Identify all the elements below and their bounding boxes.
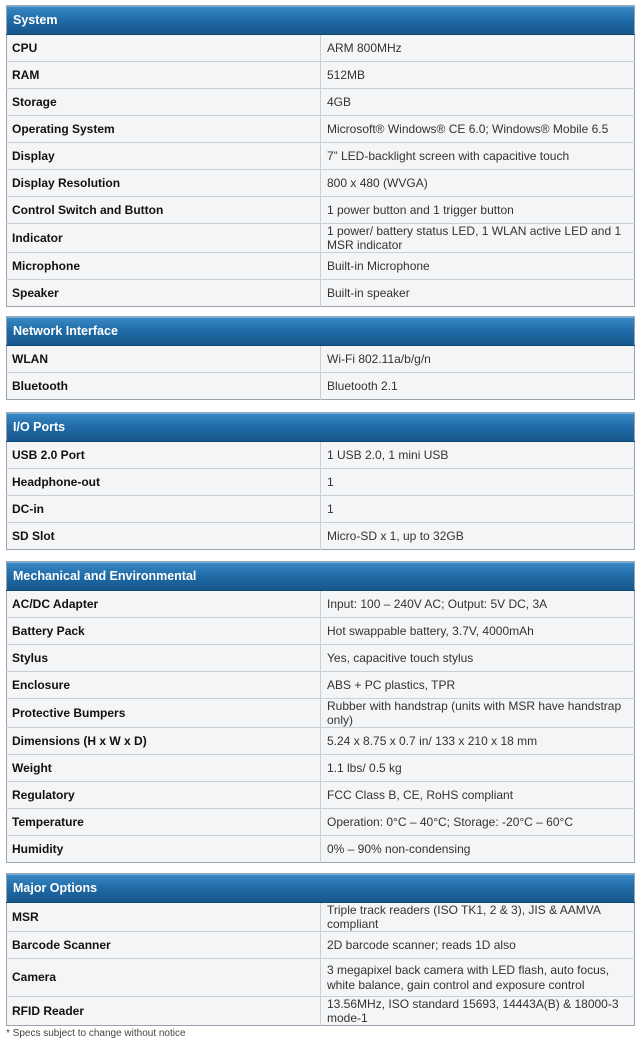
section-header-network-interface: Network Interface (7, 317, 635, 346)
table-row (7, 959, 635, 997)
spec-label: Humidity (7, 836, 321, 863)
spec-value: 800 x 480 (WVGA) (321, 170, 635, 197)
table-row (7, 62, 635, 89)
table-row (7, 618, 635, 645)
spec-label: CPU (7, 35, 321, 62)
spec-label: Storage (7, 89, 321, 116)
table-row (7, 373, 635, 400)
table-row (7, 35, 635, 62)
table-row (7, 469, 635, 496)
spec-label: Microphone (7, 253, 321, 280)
spec-value: Rubber with handstrap (units with MSR have handstrap only) (321, 699, 635, 728)
spec-label: USB 2.0 Port (7, 442, 321, 469)
spec-label: Temperature (7, 809, 321, 836)
spec-label: Regulatory (7, 782, 321, 809)
spec-label: Operating System (7, 116, 321, 143)
spec-label: Display (7, 143, 321, 170)
spec-value: Built-in speaker (321, 280, 635, 307)
spec-table-network-interface (6, 316, 635, 400)
section-header-system: System (7, 6, 635, 35)
table-row (7, 755, 635, 782)
table-row (7, 997, 635, 1026)
spec-value: 5.24 x 8.75 x 0.7 in/ 133 x 210 x 18 mm (321, 728, 635, 755)
spec-label: Control Switch and Button (7, 197, 321, 224)
table-row (7, 170, 635, 197)
spec-value: 13.56MHz, ISO standard 15693, 14443A(B) & 18000-3 mode-1 (321, 997, 635, 1026)
spec-label: Indicator (7, 224, 321, 253)
spec-label: Protective Bumpers (7, 699, 321, 728)
spec-value: FCC Class B, CE, RoHS compliant (321, 782, 635, 809)
section-header-io-ports: I/O Ports (7, 413, 635, 442)
table-row (7, 224, 635, 253)
spec-table-system (6, 5, 635, 307)
table-row (7, 782, 635, 809)
spec-label: Speaker (7, 280, 321, 307)
spec-value: Bluetooth 2.1 (321, 373, 635, 400)
spec-label: Display Resolution (7, 170, 321, 197)
spec-label: WLAN (7, 346, 321, 373)
table-row (7, 253, 635, 280)
table-row (7, 903, 635, 932)
spec-label: AC/DC Adapter (7, 591, 321, 618)
spec-label: Camera (7, 959, 321, 997)
spec-value: 4GB (321, 89, 635, 116)
spec-value: 1 USB 2.0, 1 mini USB (321, 442, 635, 469)
spec-table-major-options (6, 873, 635, 1026)
spec-label: SD Slot (7, 523, 321, 550)
table-row (7, 645, 635, 672)
spec-label: Battery Pack (7, 618, 321, 645)
spec-value: 3 megapixel back camera with LED flash, auto focus, white balance, gain control and exposure control (321, 959, 635, 997)
spec-value: Microsoft® Windows® CE 6.0; Windows® Mobile 6.5 (321, 116, 635, 143)
spec-value: Wi-Fi 802.11a/b/g/n (321, 346, 635, 373)
table-row (7, 699, 635, 728)
spec-value: Yes, capacitive touch stylus (321, 645, 635, 672)
spec-value: 2D barcode scanner; reads 1D also (321, 932, 635, 959)
table-row (7, 89, 635, 116)
table-row (7, 591, 635, 618)
table-row (7, 197, 635, 224)
table-row (7, 143, 635, 170)
spec-label: RAM (7, 62, 321, 89)
spec-value: 1 power/ battery status LED, 1 WLAN active LED and 1 MSR indicator (321, 224, 635, 253)
spec-label: Enclosure (7, 672, 321, 699)
table-row (7, 346, 635, 373)
spec-value: 1 power button and 1 trigger button (321, 197, 635, 224)
spec-value: ABS + PC plastics, TPR (321, 672, 635, 699)
spec-table-mechanical-environmental (6, 561, 635, 863)
spec-value: Micro-SD x 1, up to 32GB (321, 523, 635, 550)
spec-value: 1 (321, 496, 635, 523)
table-row (7, 116, 635, 143)
spec-value: 1.1 lbs/ 0.5 kg (321, 755, 635, 782)
spec-value: 7” LED-backlight screen with capacitive touch (321, 143, 635, 170)
table-row (7, 672, 635, 699)
table-row (7, 728, 635, 755)
section-header-mechanical-environmental: Mechanical and Environmental (7, 562, 635, 591)
spec-label: Dimensions (H x W x D) (7, 728, 321, 755)
table-row (7, 442, 635, 469)
spec-value: 0% – 90% non-condensing (321, 836, 635, 863)
spec-label: Stylus (7, 645, 321, 672)
spec-value: Triple track readers (ISO TK1, 2 & 3), JIS & AAMVA compliant (321, 903, 635, 932)
table-row (7, 280, 635, 307)
spec-value: Operation: 0°C – 40°C; Storage: -20°C – 60°C (321, 809, 635, 836)
footnote: * Specs subject to change without notice (6, 1028, 186, 1039)
spec-label: DC-in (7, 496, 321, 523)
spec-value: Hot swappable battery, 3.7V, 4000mAh (321, 618, 635, 645)
spec-label: Barcode Scanner (7, 932, 321, 959)
spec-label: Headphone-out (7, 469, 321, 496)
spec-label: MSR (7, 903, 321, 932)
table-row (7, 496, 635, 523)
table-row (7, 932, 635, 959)
table-row (7, 809, 635, 836)
spec-value: Built-in Microphone (321, 253, 635, 280)
section-header-major-options: Major Options (7, 874, 635, 903)
spec-value: Input: 100 – 240V AC; Output: 5V DC, 3A (321, 591, 635, 618)
table-row (7, 523, 635, 550)
spec-value: ARM 800MHz (321, 35, 635, 62)
spec-label: Weight (7, 755, 321, 782)
spec-table-io-ports (6, 412, 635, 550)
spec-label: RFID Reader (7, 997, 321, 1026)
spec-value: 1 (321, 469, 635, 496)
spec-label: Bluetooth (7, 373, 321, 400)
table-row (7, 836, 635, 863)
spec-value: 512MB (321, 62, 635, 89)
